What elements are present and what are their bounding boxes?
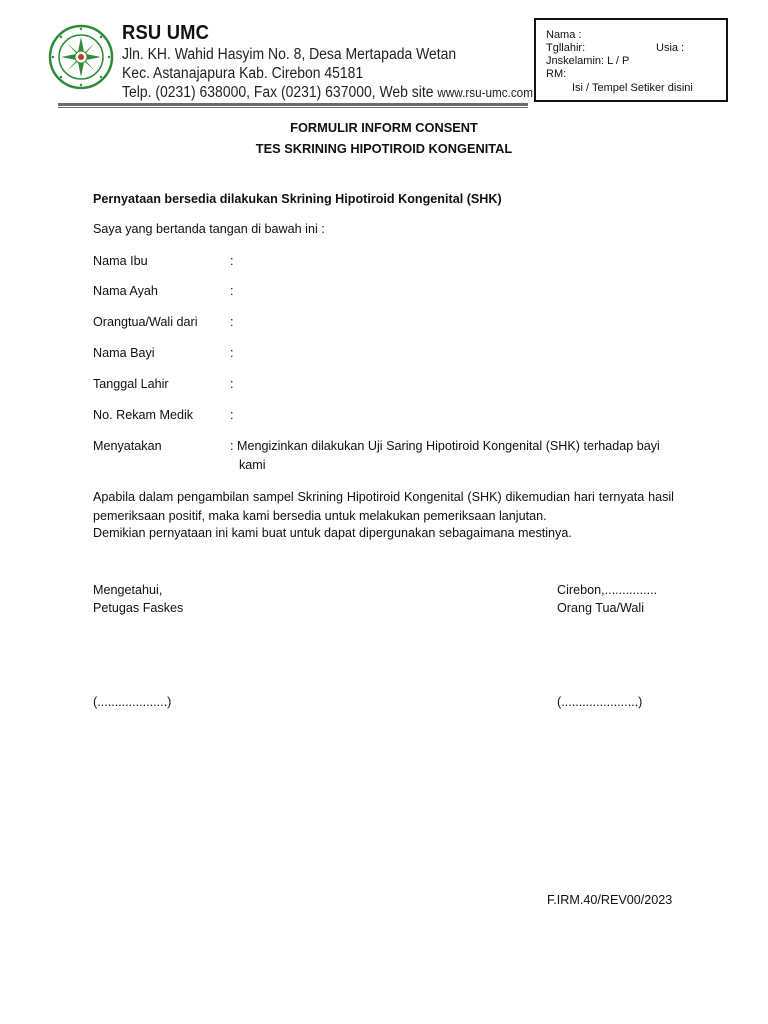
- signature-right-blank: (......................): [557, 695, 643, 709]
- field-label-rekam-medik: No. Rekam Medik: [93, 408, 194, 422]
- address-line-1: Jln. KH. Wahid Hasyim No. 8, Desa Mertapada Wetan: [122, 46, 457, 63]
- patient-sticker-box: [534, 18, 728, 102]
- sticker-rm: RM:: [546, 68, 567, 80]
- header-divider-thin: [58, 107, 528, 108]
- form-code: F.IRM.40/REV00/2023: [547, 893, 673, 907]
- consent-paragraph: Apabila dalam pengambilan sampel Skrining Hipotiroid Kongenital (SHK) dikemudian hari ternyata hasil pemeriksaan positif, maka kami bersedia untuk melakukan pemeriksaan lanjutan.: [93, 490, 674, 523]
- signature-right-place-date: Cirebon,...............: [557, 583, 658, 597]
- field-colon: :: [230, 346, 234, 360]
- field-label-nama-ayah: Nama Ayah: [93, 284, 158, 298]
- field-label-orangtua-wali: Orangtua/Wali dari: [93, 315, 198, 329]
- intro-text: Saya yang bertanda tangan di bawah ini :: [93, 222, 325, 236]
- hospital-name: RSU UMC: [122, 22, 210, 44]
- header-divider: [58, 103, 528, 106]
- signature-right-role: Orang Tua/Wali: [557, 601, 645, 615]
- address-line-2: Kec. Astanajapura Kab. Cirebon 45181: [122, 65, 364, 82]
- contact-phone-fax: Telp. (0231) 638000, Fax (0231) 637000, Web site: [122, 84, 434, 101]
- statement-text: : Mengizinkan dilakukan Uji Saring Hipotiroid Kongenital (SHK) terhadap bayi: [230, 439, 660, 453]
- statement-text-continued: kami: [239, 458, 266, 472]
- signature-left-role: Petugas Faskes: [93, 601, 184, 615]
- form-subtitle: TES SKRINING HIPOTIROID KONGENITAL: [255, 141, 513, 156]
- sticker-jenis-kelamin: Jnskelamin: L / P: [546, 55, 630, 67]
- signature-left-heading: Mengetahui,: [93, 583, 163, 597]
- sticker-instruction: Isi / Tempel Setiker disini: [572, 82, 693, 94]
- field-colon: :: [230, 315, 234, 329]
- website-link[interactable]: www.rsu-umc.com: [437, 85, 533, 100]
- field-label-nama-ibu: Nama Ibu: [93, 254, 148, 268]
- signature-left-blank: (....................): [93, 695, 172, 709]
- sticker-nama: Nama :: [546, 29, 582, 41]
- hospital-logo: [48, 24, 114, 90]
- field-colon: :: [230, 377, 234, 391]
- closing-paragraph: Demikian pernyataan ini kami buat untuk dapat dipergunakan sebagaimana mestinya.: [93, 526, 572, 540]
- sticker-usia: Usia :: [656, 42, 685, 54]
- sticker-tgl-lahir: Tgllahir:: [546, 42, 586, 54]
- form-title: FORMULIR INFORM CONSENT: [290, 120, 478, 135]
- field-label-nama-bayi: Nama Bayi: [93, 346, 155, 360]
- field-colon: :: [230, 284, 234, 298]
- field-colon: :: [230, 408, 234, 422]
- field-colon: :: [230, 254, 234, 268]
- contact-line: [122, 84, 533, 102]
- field-label-tanggal-lahir: Tanggal Lahir: [93, 377, 169, 391]
- section-heading: Pernyataan bersedia dilakukan Skrining Hipotiroid Kongenital (SHK): [93, 192, 502, 206]
- statement-label: Menyatakan: [93, 439, 162, 453]
